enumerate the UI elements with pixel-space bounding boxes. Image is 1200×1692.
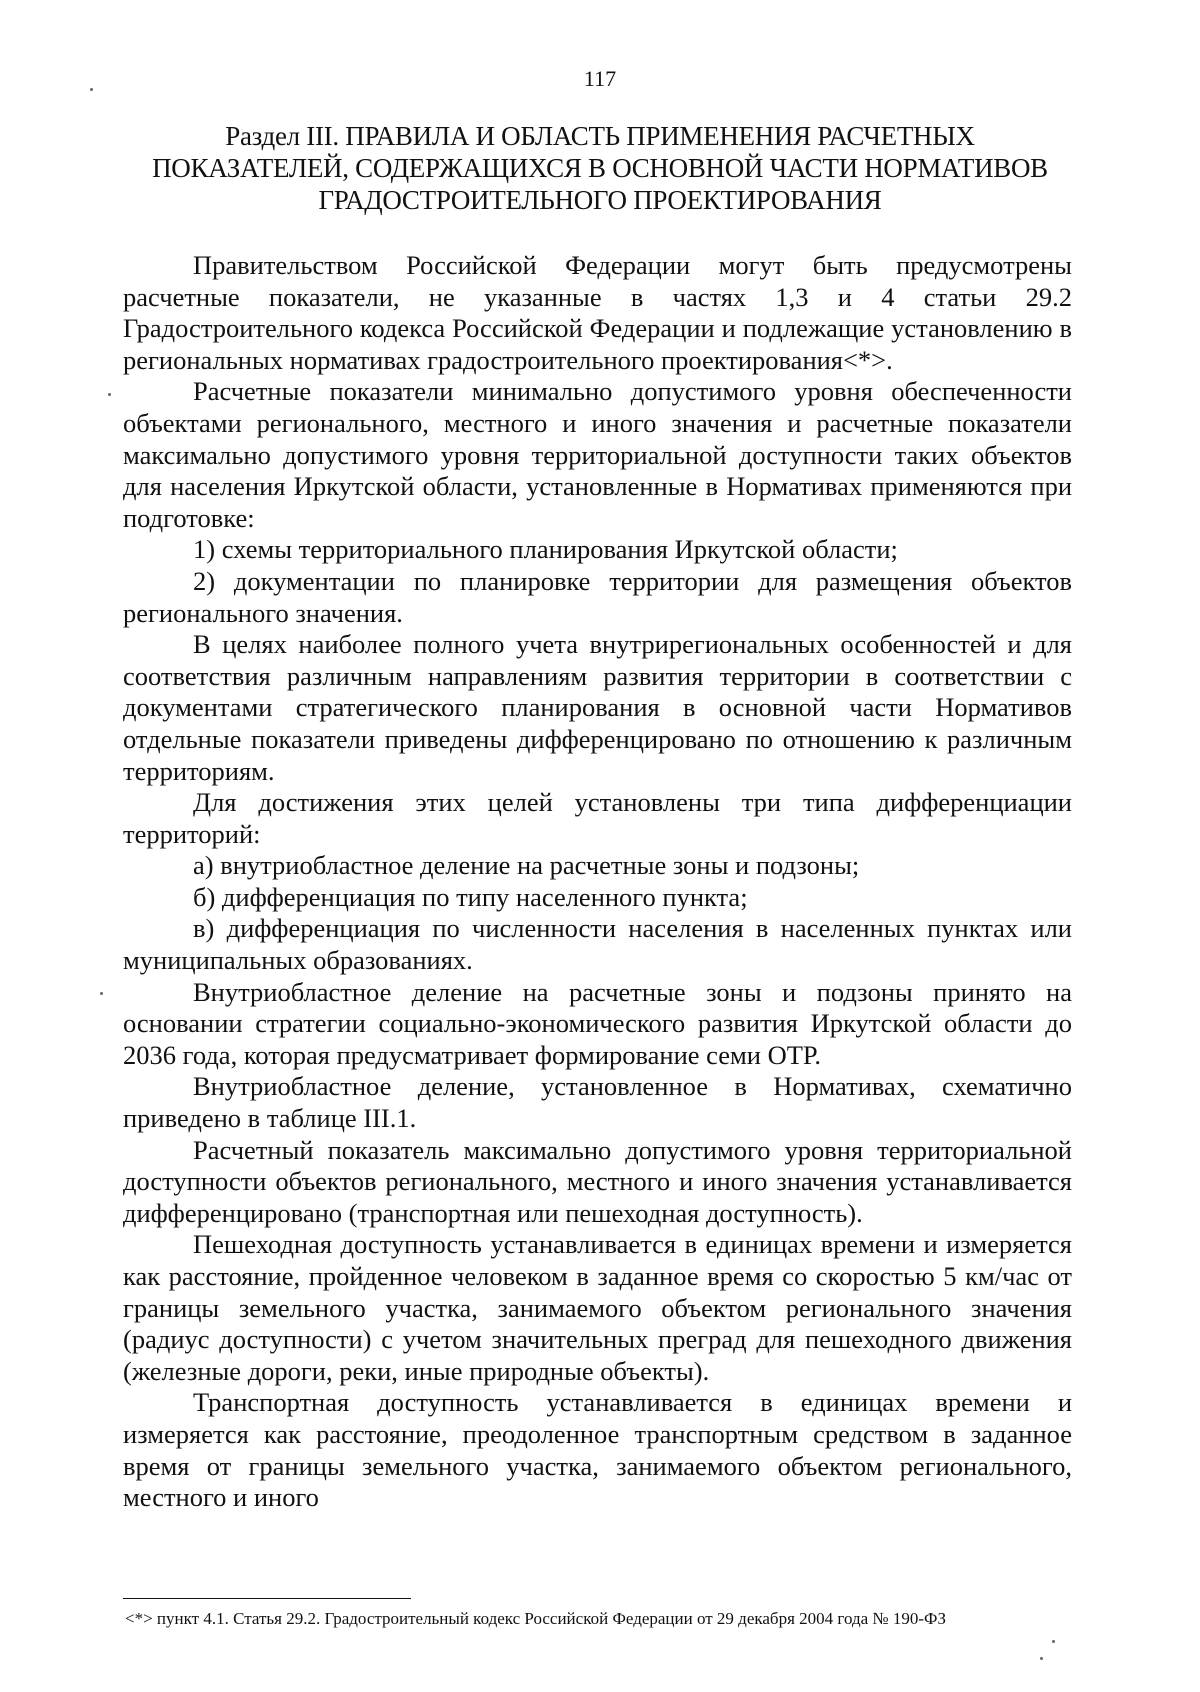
scan-speck: [90, 88, 93, 91]
section-title-line: ПОКАЗАТЕЛЕЙ, СОДЕРЖАЩИХСЯ В ОСНОВНОЙ ЧАСТИ НОРМАТИВОВ: [152, 153, 1048, 183]
paragraph: Расчетный показатель максимально допустимого уровня территориальной доступности объектов регионального, местного и иного значения устанавливается дифференцировано (транспортная или пешеходная доступность).: [123, 1134, 1072, 1228]
body-text: [123, 250, 1072, 1514]
page-number: 117: [583, 66, 617, 91]
paragraph: Внутриобластное деление, установленное в Нормативах, схематично приведено в таблице III.1.: [123, 1071, 1072, 1134]
paragraph: В целях наиболее полного учета внутрирегиональных особенностей и для соответствия различным направлениям развития территории в соответствии с документами стратегического планирования в основной части Нормативов отдельные показатели приведены дифференцировано по отношению к различным территориям.: [123, 629, 1072, 786]
paragraph: Расчетные показатели минимально допустимого уровня обеспеченности объектами регионального, местного и иного значения и расчетные показатели максимально допустимого уровня территориальной доступности таких объектов для населения Иркутской области, установленные в Нормативах применяются при подготовке:: [123, 376, 1072, 533]
list-item: в) дифференциация по численности населения в населенных пунктах или муниципальных образованиях.: [123, 913, 1072, 976]
paragraph: Правительством Российской Федерации могут быть предусмотрены расчетные показатели, не указанные в частях 1,3 и 4 статьи 29.2 Градостроительного кодекса Российской Федерации и подлежащие установлению в региональных нормативах градостроительного проектирования<*>.: [123, 250, 1072, 375]
footnote-divider: [123, 1598, 411, 1599]
scan-speck: [100, 992, 103, 995]
paragraph: Для достижения этих целей установлены три типа дифференциации территорий:: [123, 787, 1072, 849]
paragraph: Внутриобластное деление на расчетные зоны и подзоны принято на основании стратегии социально-экономического развития Иркутской области до 2036 года, которая предусматривает формирование семи ОТР.: [123, 976, 1072, 1070]
section-title: [140, 120, 1060, 216]
list-item: 2) документации по планировке территории для размещения объектов регионального значения.: [123, 565, 1072, 628]
paragraph: Пешеходная доступность устанавливается в единицах времени и измеряется как расстояние, пройденное человеком в заданное время со скоростью 5 км/час от границы земельного участка, занимаемого объектом регионального значения (радиус доступности) с учетом значительных преград для пешеходного движения (железные дороги, реки, иные природные объекты).: [123, 1229, 1072, 1386]
footnote: <*> пункт 4.1. Статья 29.2. Градостроительный кодекс Российской Федерации от 29 декабря 2004 года № 190-ФЗ: [125, 1609, 946, 1628]
scan-speck: [1052, 1640, 1055, 1643]
paragraph: Транспортная доступность устанавливается в единицах времени и измеряется как расстояние, преодоленное транспортным средством в заданное время от границы земельного участка, занимаемого объектом регионального, местного и иного: [123, 1387, 1072, 1513]
scan-speck: [108, 393, 111, 396]
list-item: б) дифференциация по типу населенного пункта;: [193, 881, 748, 912]
section-title-line: ГРАДОСТРОИТЕЛЬНОГО ПРОЕКТИРОВАНИЯ: [318, 185, 882, 215]
section-title-line: Раздел III. ПРАВИЛА И ОБЛАСТЬ ПРИМЕНЕНИЯ РАСЧЕТНЫХ: [225, 121, 975, 151]
list-item: а) внутриобластное деление на расчетные зоны и подзоны;: [193, 850, 860, 881]
list-item: 1) схемы территориального планирования Иркутской области;: [193, 534, 898, 565]
scan-speck: [1040, 1657, 1043, 1660]
